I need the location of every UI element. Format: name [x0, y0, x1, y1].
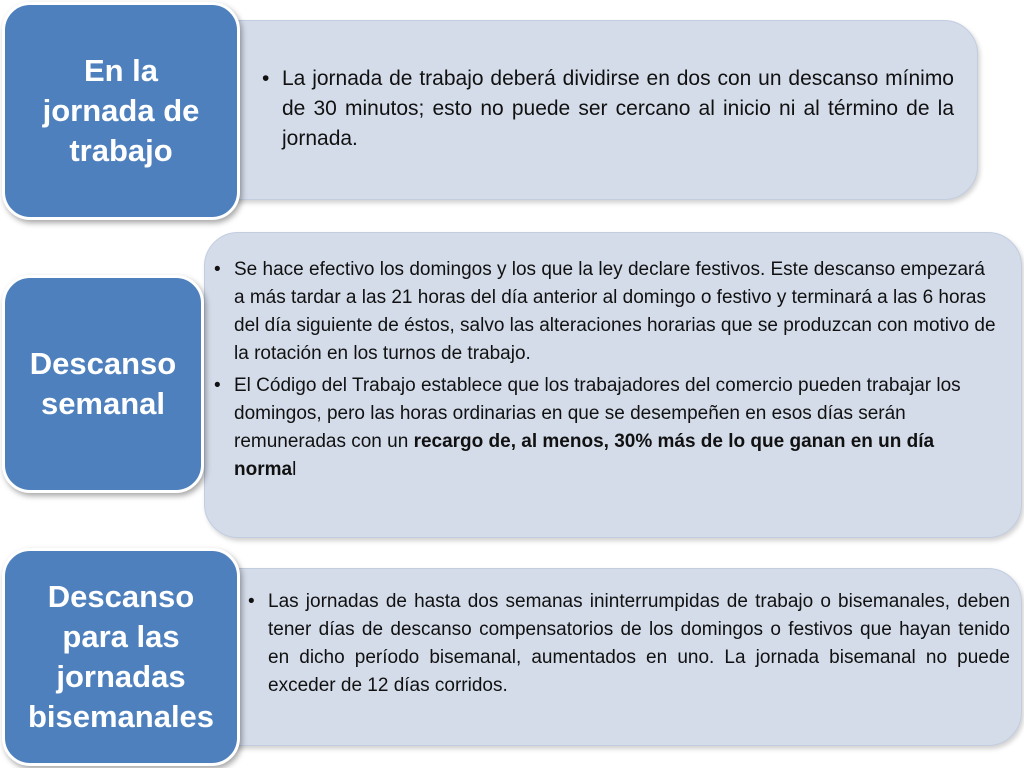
section-3-title-line: para las — [62, 619, 180, 654]
section-1-bullet: • La jornada de trabajo deberá dividirse en dos con un descanso mínimo de 30 minutos; esto no puede ser cercano al inicio ni al término de la jornada. — [258, 64, 954, 154]
section-3-title — [28, 577, 214, 737]
section-3-bullet: • Las jornadas de hasta dos semanas ininterrumpidas de trabajo o bisemanales, deben tener días de descanso compensatorios de los domingos o festivos que hayan tenido en dicho período bisemanal, aumentados en uno. La jornada bisemanal no puede exceder de 12 días corridos. — [244, 588, 1010, 700]
section-3-title-line: jornadas — [56, 659, 186, 694]
section-1-title-line: trabajo — [69, 133, 173, 168]
section-2-bullet-2-bold-text: recargo de, al menos, 30% más de lo que ganan en un día norma — [234, 431, 935, 480]
section-2-title — [30, 344, 176, 424]
section-2-bullet-2-text: El Código del Trabajo establece que los trabajadores del comercio pueden trabajar los domingos, pero las horas ordinarias en que se desempeñen en esos días serán remuneradas con un — [234, 375, 961, 452]
section-2-bullet-2-tail: l — [292, 459, 297, 480]
section-3-title-line: Descanso — [47, 579, 195, 614]
section-2-title-line: Descanso — [29, 346, 177, 381]
section-3-bullet-list — [244, 588, 1010, 700]
section-1-bullet-list — [258, 64, 954, 154]
section-2-bullet — [210, 372, 1000, 484]
section-2-title-box — [2, 275, 204, 493]
section-1-title-line: En la — [83, 53, 159, 88]
section-2-bullet: • Se hace efectivo los domingos y los que la ley declare festivos. Este descanso empezará a más tardar a las 21 horas del día anterior al domingo o festivo y terminará a las 6 horas del día siguiente de éstos, salvo las alteraciones horarias que se produzcan con motivo de la rotación en los turnos de trabajo. — [210, 256, 1000, 368]
section-1-title — [43, 51, 200, 171]
section-1-title-line: jornada de — [42, 93, 200, 128]
section-3-title-box — [2, 548, 240, 766]
section-2-title-line: semanal — [40, 386, 166, 421]
section-2-bullet-list — [210, 256, 1000, 488]
section-1-title-box — [2, 2, 240, 220]
section-3-title-line: bisemanales — [27, 699, 215, 734]
